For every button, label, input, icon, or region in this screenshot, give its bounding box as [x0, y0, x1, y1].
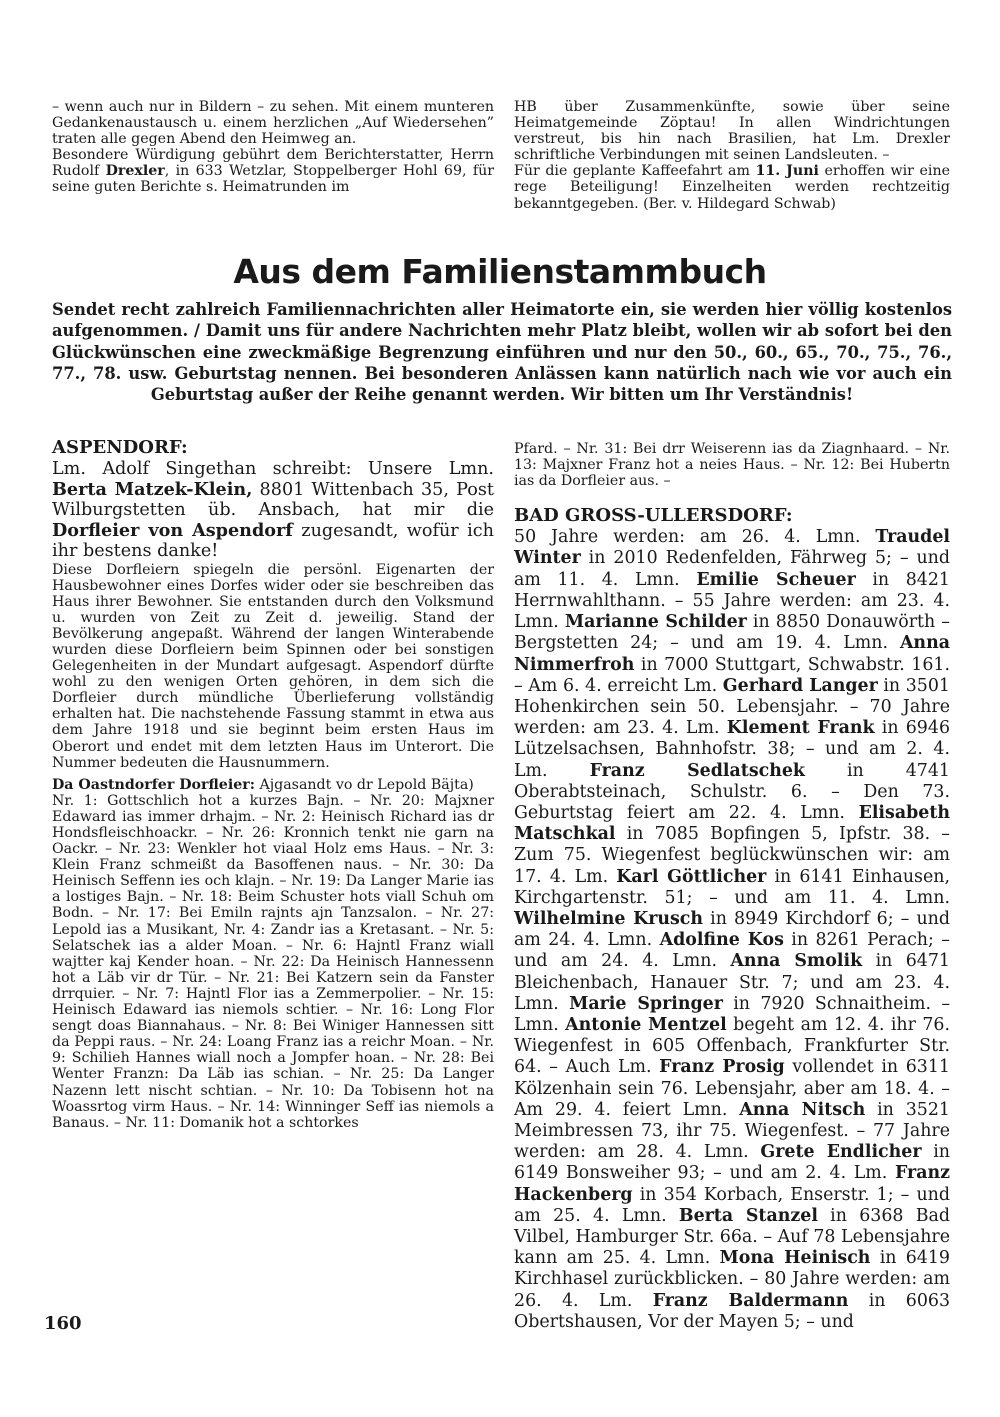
person-name: Berta Matzek-Klein, — [52, 478, 253, 500]
lead-paragraph: Lm. Adolf Singethan schreibt: Unsere Lmn. Berta Matzek-Klein, 8801 Wittenbach 35, Post Wilburgstetten üb. Ansbach, hat mir die Dorfleier von Aspendorf zugesandt, wofür ich ihr bestens danke! — [52, 459, 494, 561]
paragraph: Besondere Würdigung gebührt dem Berichterstatter, Herrn Rudolf Drexler, in 633 Wetzlar, Stoppelberger Hohl 69, für seine guten Berichte s. Heimatrunden im — [52, 147, 494, 196]
top-left-column — [52, 99, 494, 196]
person-name: Mona Heinisch — [719, 1248, 871, 1269]
person-name: Wilhelmine Krusch — [514, 908, 704, 929]
person-name: Klement Frank — [726, 718, 875, 739]
dorfleier-title-line: Da Oastndorfer Dorfleier: Ajgasandt vo dr Lepold Bäjta) — [52, 776, 474, 793]
left-column — [52, 437, 494, 1131]
person-name: Drexler — [105, 163, 165, 180]
person-name: Karl Göttlicher — [616, 866, 767, 887]
person-name: Anna Nitsch — [739, 1099, 866, 1120]
person-name: Adolfine Kos — [659, 930, 784, 951]
person-name: Traudel Winter — [514, 527, 950, 569]
person-name: Franz Prosig — [659, 1057, 785, 1078]
page-title: Aus dem Familienstammbuch — [233, 252, 767, 291]
dorfleier-text: Nr. 1: Gottschlich hot a kurzes Bajn. – Nr. 20: Majxner Edaward ias immer drhajm. – Nr. 2: Heinisch Richard ias dr Hondsfleischhoackr. – Nr. 26: Kronnich tenkt nie garn na Oackr. – Nr. 23: Wenkler hot viaal Holz ems Haus. – Nr. 3: Klein Franz schmeißt da Basoffenen naus. – Nr. 30: Da Heinisch Seffenn ies och klajn. – Nr. 19: Da Langer Marie ias a lostiges Bajn. – Nr. 18: Beim Schuster hots viall Schuh om Bodn. – Nr. 17: Bei Emiln rajnts ajn Tanzsalon. – Nr. 27: Lepold ias a Musikant, Nr. 4: Zandr ias a Kretasant. – Nr. 5: Selatschek ias a alder Moan. – Nr. 6: Hajntl Franz wiall wajtter kaj Kender hoan. – Nr. 22: Da Heinisch Hannessenn hot a Läb vir dr Tür. – Nr. 21: Bei Katzern sein da Fanster drrquier. – Nr. 7: Hajntl Flor ias a Zemmerpolier. – Nr. 15: Heinisch Edaward ias niemols schtier. – Nr. 16: Long Flor sengt doas Biannahaus. – Nr. 8: Bei Winiger Hannessen sitt da Peppi raus. – Nr. 24: Loang Franz ias a reichr Moan. – Nr. 9: Schilieh Hannes wiall noch a Jompfer hoan. – Nr. 28: Bei Wenter Franzn: Da Läb ias schian. – Nr. 25: Da Langer Nazenn lett nischt schtian. – Nr. 10: Da Tobisenn hot na Woassrtog virm Haus. – Nr. 14: Winninger Seff ias niemols a Banaus. – Nr. 11: Domanik hot a schtorkes — [52, 792, 494, 1131]
person-name: Anna Nimmerfroh — [514, 633, 950, 675]
person-name: Berta Stanzel — [678, 1205, 818, 1226]
person-name: Franz Sedlatschek — [589, 760, 805, 781]
paragraph: – wenn auch nur in Bildern – zu sehen. Mit einem munteren Gedankenaustausch u. einem herzlichen „Auf Wiedersehen” traten alle gegen Abend den Heimweg an. — [52, 99, 494, 148]
person-name: Antonie Mentzel — [565, 1014, 727, 1035]
person-name: Elisabeth Matschkal — [514, 802, 950, 845]
paragraph: Für die geplante Kaffeefahrt am 11. Juni erhoffen wir eine rege Beteiligung! Einzelheiten werden rechtzeitig bekanntgegeben. (Ber. v. Hildegard Schwab) — [514, 163, 950, 212]
event-date: 11. Juni — [755, 163, 819, 180]
person-name: Marie Springer — [569, 993, 723, 1014]
paragraph: Pfard. – Nr. 31: Bei drr Weiserenn ias da Ziagnhaard. – Nr. 13: Majxner Franz hot a neies Haus. – Nr. 12: Bei Hubertn ias da Dorfleier aus. – — [514, 441, 950, 490]
person-name: Gerhard Langer — [722, 675, 878, 696]
intro-paragraph: Sendet recht zahlreich Familiennachrichten aller Heimatorte ein, sie werden hier völlig kostenlos aufgenommen. / Damit uns für andere Nachrichten mehr Platz bleibt, wollen wir ab sofort bei den Glückwünschen eine zweckmäßige Begrenzung einführen und nur den 50., 60., 65., 70., 75., 76., 77., 78. usw. Geburtstag nennen. Bei besonderen Anlässen kann natürlich nach wie vor auch ein Geburtstag außer der Reihe genannt werden. Wir bitten um Ihr Verständnis! — [52, 300, 952, 405]
person-name: Franz Hackenberg — [514, 1163, 950, 1205]
right-column — [514, 441, 950, 1333]
page-number: 160 — [44, 1313, 82, 1334]
top-right-column — [514, 99, 950, 212]
paragraph: Diese Dorfleiern spiegeln die persönl. Eigenarten der Hausbewohner eines Dorfes wider oder sie beschreiben das Haus ihrer Bewohner. Sie entstanden durch den Volksmund u. wurden von Zeit zu Zeit d. jeweilig. Stand der Bevölkerung angepaßt. Während der langen Winterabende wurden diese Dorfleiern beim Spinnen oder bei sonstigen Gelegenheiten in der Mundart aufgesagt. Aspendorf dürfte wohl zu den wenigen Orten gehören, in dem sich die Dorfleier durch mündliche Überlieferung vollständig erhalten hat. Die nachstehende Fassung stammt in etwa aus dem Jahre 1918 und sie beginnt beim ersten Haus im Oberort und endet mit dem letzten Haus im Unterort. Die Nummer bedeuten die Hausnummern. — [52, 561, 494, 771]
person-name: Anna Smolik — [730, 951, 863, 972]
section-heading-bad-gross-ullersdorf: BAD GROSS-ULLERSDORF: — [514, 505, 793, 527]
section-heading-aspendorf: ASPENDORF: — [52, 437, 188, 458]
person-name: Marianne Schilder — [564, 612, 747, 633]
person-name: Franz Baldermann — [652, 1290, 849, 1311]
paragraph: HB über Zusammenkünfte, sowie über seine Heimatgemeinde Zöptau! In allen Windrichtungen verstreut, bis hin nach Brasilien, hat Lm. Drexler schriftliche Verbindungen mit seinen Landsleuten. – — [514, 99, 950, 164]
paragraph: 50 Jahre werden: am 26. 4. Lmn. Traudel Winter in 2010 Redenfelden, Fährweg 5; – und am 11. 4. Lmn. Emilie Scheuer in 8421 Herrnwahlthann. – 55 Jahre werden: am 23. 4. Lmn. Marianne Schilder in 8850 Donauwörth – Bergstetten 24; – und am 19. 4. Lmn. Anna Nimmerfroh in 7000 Stuttgart, Schwabstr. 161. – Am 6. 4. erreicht Lm. Gerhard Langer in 3501 Hohenkirchen sein 50. Lebensjahr. – 70 Jahre werden: am 23. 4. Lm. Klement Frank in 6946 Lützelsachsen, Bahnhofstr. 38; – und am 2. 4. Lm. Franz Sedlatschek in 4741 Oberabtsteinach, Schulstr. 6. – Den 73. Geburtstag feiert am 22. 4. Lmn. Elisabeth Matschkal in 7085 Bopfingen 5, Ipfstr. 38. – Zum 75. Wiegenfest beglückwünschen wir: am 17. 4. Lm. Karl Göttlicher in 6141 Einhausen, Kirchgartenstr. 51; – und am 11. 4. Lmn. Wilhelmine Krusch in 8949 Kirchdorf 6; – und am 24. 4. Lmn. Adolfine Kos in 8261 Perach; – und am 24. 4. Lmn. Anna Smolik in 6471 Bleichenbach, Hanauer Str. 7; und am 23. 4. Lmn. Marie Springer in 7920 Schnaitheim. – Lmn. Antonie Mentzel begeht am 12. 4. ihr 76. Wiegenfest in 605 Offenbach, Frankfurter Str. 64. – Auch Lm. Franz Prosig vollendet in 6311 Kölzenhain sein 76. Lebensjahr, aber am 18. 4. – Am 29. 4. feiert Lmn. Anna Nitsch in 3521 Meimbressen 73, ihr 75. Wiegenfest. – 77 Jahre werden: am 28. 4. Lmn. Grete Endlicher in 6149 Bonsweiher 93; – und am 2. 4. Lm. Franz Hackenberg in 354 Korbach, Enserstr. 1; – und am 25. 4. Lmn. Berta Stanzel in 6368 Bad Vilbel, Hamburger Str. 66a. – Auf 78 Lebensjahre kann am 25. 4. Lmn. Mona Heinisch in 6419 Kirchhasel zurückblicken. – 80 Jahre werden: am 26. 4. Lm. Franz Baldermann in 6063 Obertshausen, Vor der Mayen 5; – und — [514, 527, 951, 1332]
person-name: Emilie Scheuer — [696, 569, 856, 590]
birthday-list — [514, 527, 950, 1333]
person-name: Grete Endlicher — [760, 1142, 922, 1163]
person-name: Dorfleier von Aspendorf — [52, 519, 293, 541]
